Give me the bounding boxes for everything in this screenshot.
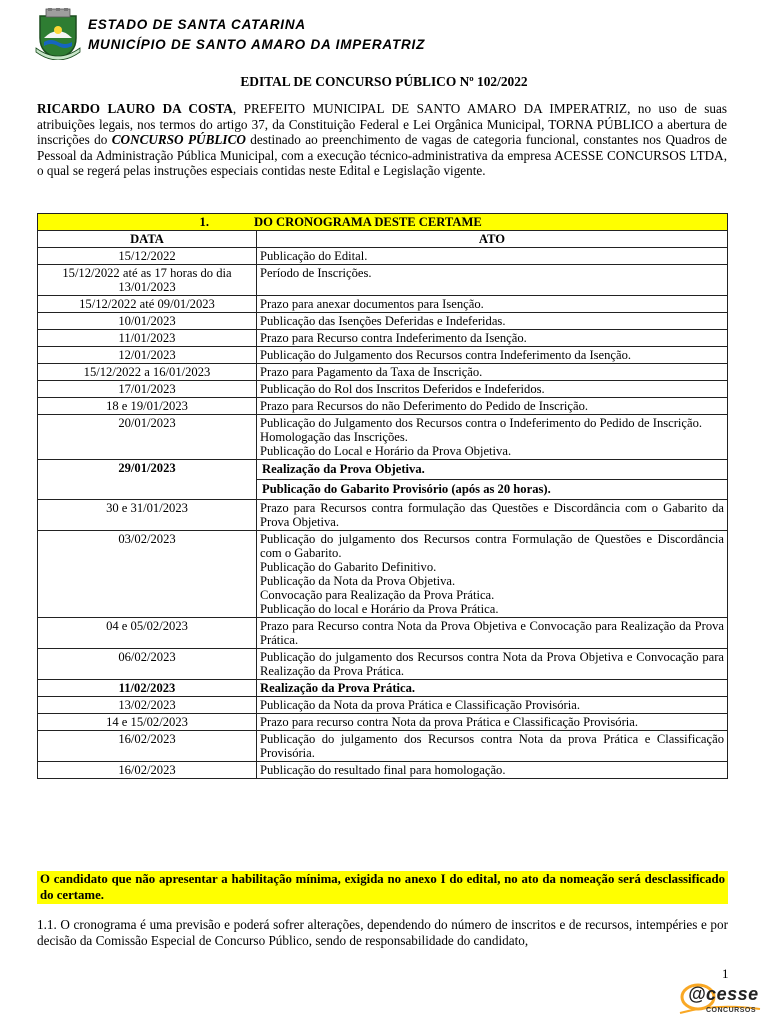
- table-row: [38, 296, 728, 313]
- section-title: DO CRONOGRAMA DESTE CERTAME: [254, 215, 482, 229]
- schedule-table: [37, 213, 728, 779]
- act-line: Publicação do Rol dos Inscritos Deferidos e Indeferidos.: [260, 382, 545, 396]
- act-line: Publicação das Isenções Deferidas e Indeferidas.: [260, 314, 506, 328]
- table-row: [38, 649, 728, 680]
- schedule-act: [257, 500, 728, 531]
- table-header-row: [38, 231, 728, 248]
- schedule-date: 11/02/2023: [38, 680, 257, 697]
- schedule-act: [257, 364, 728, 381]
- act-line: Prazo para Recurso contra Indeferimento da Isenção.: [260, 331, 527, 345]
- act-line: Publicação do resultado final para homologação.: [260, 763, 506, 777]
- table-row: [38, 531, 728, 618]
- table-row: [38, 714, 728, 731]
- act-line: Prazo para Recursos do não Deferimento do Pedido de Inscrição.: [260, 399, 589, 413]
- schedule-act: [257, 248, 728, 265]
- schedule-date: 15/12/2022 até 09/01/2023: [38, 296, 257, 313]
- schedule-date: 06/02/2023: [38, 649, 257, 680]
- contest-name: CONCURSO PÚBLICO: [111, 132, 246, 148]
- table-row: [38, 398, 728, 415]
- table-row: [38, 347, 728, 364]
- act-line: Realização da Prova Objetiva.: [257, 460, 727, 480]
- table-row: [38, 731, 728, 762]
- schedule-act: [257, 265, 728, 296]
- schedule-act: [257, 347, 728, 364]
- act-line: Publicação do Julgamento dos Recursos contra o Indeferimento do Pedido de Inscrição.: [260, 416, 703, 430]
- table-row: [38, 330, 728, 347]
- municipal-crest-icon: [34, 8, 82, 60]
- schedule-act: [257, 415, 728, 460]
- intro-text-2: destinado ao preenchimento de vagas de categoria funcional, constantes nos Quadros de Pessoal da Administração Pública Municipal, com a execução técnico-administrativa da empresa ACESSE CONCURSOS LTDA, o qual se regerá pelas instruções especiais contidas neste Edital e Legislação vigente.: [37, 132, 727, 179]
- schedule-date: 16/02/2023: [38, 762, 257, 779]
- schedule-date: 15/12/2022: [38, 248, 257, 265]
- table-row: [38, 248, 728, 265]
- schedule-act: [257, 697, 728, 714]
- act-line: Publicação da Nota da Prova Objetiva.: [260, 574, 456, 588]
- schedule-date: 17/01/2023: [38, 381, 257, 398]
- schedule-date: 29/01/2023: [38, 460, 257, 500]
- act-line: Período de Inscrições.: [260, 266, 372, 280]
- document-title: EDITAL DE CONCURSO PÚBLICO Nº 102/2022: [240, 74, 528, 89]
- table-row: [38, 313, 728, 330]
- table-row: [38, 364, 728, 381]
- mayor-name: RICARDO LAURO DA COSTA: [37, 101, 233, 116]
- logo-text: @cesse: [688, 984, 759, 1004]
- act-line: Publicação do Gabarito Provisório (após as 20 horas).: [262, 482, 551, 496]
- schedule-date: 14 e 15/02/2023: [38, 714, 257, 731]
- act-line: Realização da Prova Prática.: [260, 681, 416, 695]
- act-line: Homologação das Inscrições.: [260, 430, 408, 444]
- schedule-date: 04 e 05/02/2023: [38, 618, 257, 649]
- table-row: [38, 265, 728, 296]
- letterhead: [34, 8, 734, 58]
- table-row: [38, 500, 728, 531]
- act-line: Prazo para Recursos contra formulação das Questões e Discordância com o Gabarito da Prova Objetiva.: [260, 501, 724, 529]
- act-line: Prazo para recurso contra Nota da prova Prática e Classificação Provisória.: [260, 715, 639, 729]
- header-state: ESTADO DE SANTA CATARINA: [88, 17, 306, 32]
- schedule-date: 30 e 31/01/2023: [38, 500, 257, 531]
- schedule-date: 16/02/2023: [38, 731, 257, 762]
- schedule-date: 10/01/2023: [38, 313, 257, 330]
- table-row: [38, 762, 728, 779]
- schedule-date: 03/02/2023: [38, 531, 257, 618]
- schedule-act: [257, 381, 728, 398]
- act-line: Publicação do julgamento dos Recursos contra Nota da Prova Objetiva e Convocação para Realização da Prova Prática.: [260, 650, 724, 678]
- schedule-date: 13/02/2023: [38, 697, 257, 714]
- section-heading: [38, 214, 728, 231]
- act-line: Publicação do local e Horário da Prova Prática.: [260, 602, 499, 616]
- schedule-act: [257, 714, 728, 731]
- schedule-act: [257, 398, 728, 415]
- schedule-act: [257, 731, 728, 762]
- schedule-date: 15/12/2022 a 16/01/2023: [38, 364, 257, 381]
- schedule-act: [257, 762, 728, 779]
- schedule-act: [257, 531, 728, 618]
- page-number: 1: [722, 966, 729, 981]
- habilitation-note: O candidato que não apresentar a habilitação mínima, exigida no anexo I do edital, no ato da nomeação será desclassificado do certame.: [37, 871, 728, 904]
- schedule-act: [257, 460, 728, 500]
- table-body: [38, 248, 728, 779]
- logo-subtext: CONCURSOS: [706, 1007, 757, 1014]
- table-row: [38, 381, 728, 398]
- act-line: Prazo para Pagamento da Taxa de Inscrição.: [260, 365, 483, 379]
- schedule-act: [257, 680, 728, 697]
- table-row: [38, 680, 728, 697]
- schedule-date: 15/12/2022 até as 17 horas do dia 13/01/2023: [38, 265, 257, 296]
- column-header-act: ATO: [257, 231, 728, 248]
- schedule-act: [257, 313, 728, 330]
- table-row: [38, 460, 728, 500]
- schedule-date: 18 e 19/01/2023: [38, 398, 257, 415]
- act-line: Publicação do Edital.: [260, 249, 368, 263]
- act-line: Prazo para anexar documentos para Isenção.: [260, 297, 484, 311]
- schedule-date: 12/01/2023: [38, 347, 257, 364]
- column-header-date: DATA: [38, 231, 257, 248]
- act-line: Publicação do Gabarito Definitivo.: [260, 560, 437, 574]
- act-line: Publicação do Local e Horário da Prova Objetiva.: [260, 444, 512, 458]
- table-row: [38, 415, 728, 460]
- table-row: [38, 618, 728, 649]
- act-line: Convocação para Realização da Prova Prática.: [260, 588, 495, 602]
- schedule-date: 11/01/2023: [38, 330, 257, 347]
- acesse-logo: [676, 983, 762, 1021]
- act-line: Publicação do julgamento dos Recursos contra Nota da prova Prática e Classificação Provisória.: [260, 732, 724, 760]
- schedule-act: [257, 618, 728, 649]
- intro-text-1: , PREFEITO MUNICIPAL DE SANTO AMARO DA IMPERATRIZ, no uso de suas atribuições legais, nos termos do artigo 37, da Constituição Federal e Lei Orgânica Municipal, TORNA PÚBLICO a abertura de inscrições do: [37, 101, 727, 148]
- section-number: 1.: [199, 215, 209, 229]
- schedule-act: [257, 296, 728, 313]
- act-line: Publicação do julgamento dos Recursos contra Formulação de Questões e Discordância com o Gabarito.: [260, 532, 724, 560]
- act-line: Prazo para Recurso contra Nota da Prova Objetiva e Convocação para Realização da Prova Prática.: [260, 619, 724, 647]
- schedule-act: [257, 330, 728, 347]
- intro-paragraph: [37, 101, 727, 179]
- schedule-act: [257, 649, 728, 680]
- act-line: Publicação do Julgamento dos Recursos contra Indeferimento da Isenção.: [260, 348, 632, 362]
- header-municipality: MUNICÍPIO DE SANTO AMARO DA IMPERATRIZ: [88, 37, 426, 52]
- act-line: Publicação da Nota da prova Prática e Classificação Provisória.: [260, 698, 580, 712]
- paragraph-1-1: 1.1. O cronograma é uma previsão e poderá sofrer alterações, dependendo do número de inscritos e de recursos, intempéries e por decisão da Comissão Especial de Concurso Público, sendo de responsabilidade do candidato,: [37, 917, 728, 948]
- schedule-date: 20/01/2023: [38, 415, 257, 460]
- table-row: [38, 697, 728, 714]
- section-heading-row: [38, 214, 728, 231]
